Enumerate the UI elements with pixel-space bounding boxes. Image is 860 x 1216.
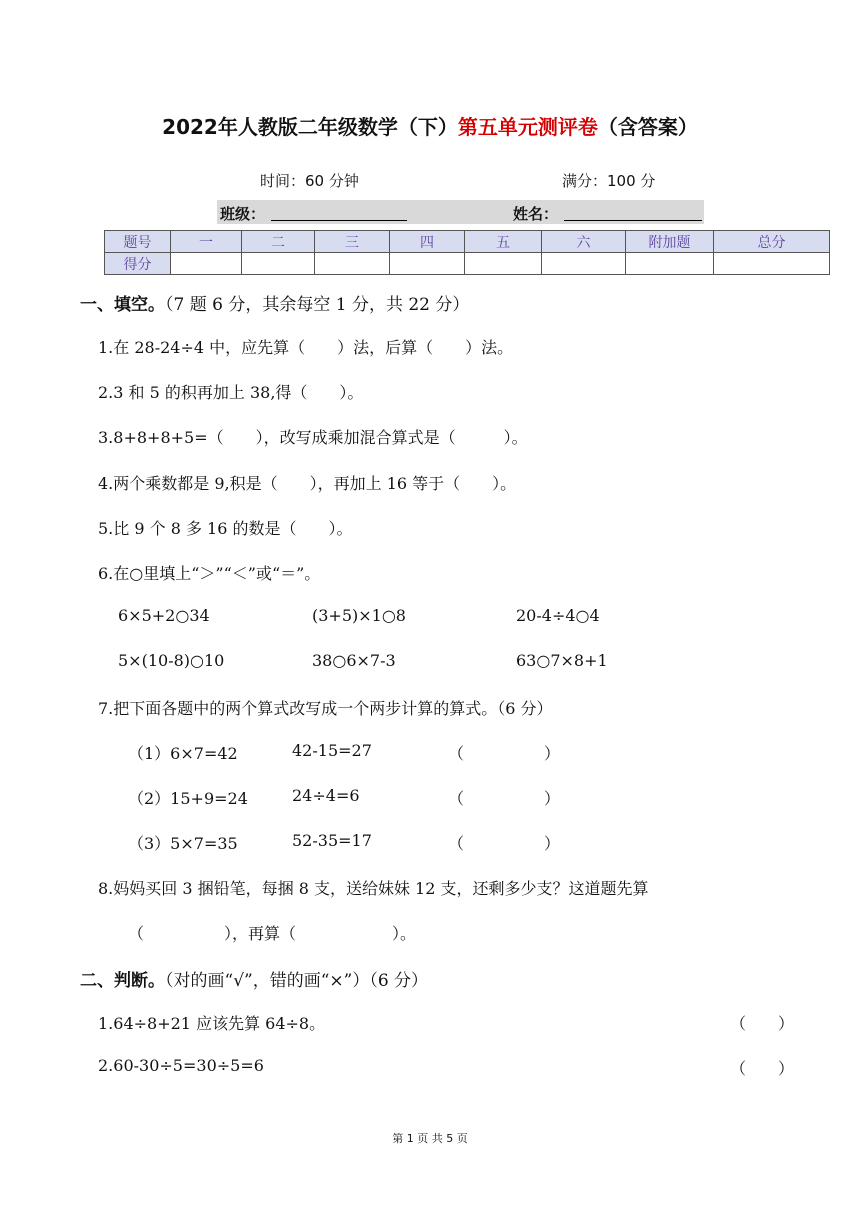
- header-cell: 六: [542, 231, 626, 253]
- score-cell[interactable]: [315, 253, 390, 275]
- score-cell[interactable]: [242, 253, 315, 275]
- section-2-heading: [80, 966, 428, 991]
- header-cell: 总分: [714, 231, 830, 253]
- score-cell[interactable]: [465, 253, 542, 275]
- rewrite-second-equation: 24÷4=6: [292, 786, 360, 805]
- question-1-5: 5.比 9 个 8 多 16 的数是（ ）。: [98, 519, 353, 538]
- question-1-4: 4.两个乘数都是 9,积是（ ），再加上 16 等于（ ）。: [98, 474, 517, 493]
- section-2-title: 二、判断。: [80, 971, 165, 991]
- page-footer: 第 1 页 共 5 页: [392, 1132, 468, 1145]
- compare-item: 63○7×8+1: [516, 651, 608, 670]
- name-blank[interactable]: [564, 220, 702, 221]
- question-1-3: 3.8+8+8+5=（ ），改写成乘加混合算式是（ ）。: [98, 428, 528, 447]
- header-cell: 题号: [105, 231, 171, 253]
- judge-question-1: 1.64÷8+21 应该先算 64÷8。: [98, 1014, 326, 1033]
- time-label: 时间：60 分钟: [260, 172, 359, 190]
- title-suffix: （含答案）: [597, 115, 698, 139]
- header-cell: 附加题: [626, 231, 714, 253]
- class-label: 班级：: [220, 205, 266, 223]
- rewrite-first-equation: （3）5×7=35: [128, 834, 238, 853]
- rewrite-answer-blank[interactable]: （ ）: [448, 744, 561, 763]
- full-score-label: 满分：100 分: [562, 172, 656, 190]
- section-1-note: （7 题 6 分，其余每空 1 分，共 22 分）: [165, 295, 470, 315]
- page-title: [0, 111, 860, 140]
- judge-question-2: 2.60-30÷5=30÷5=6: [98, 1056, 264, 1075]
- header-cell: 三: [315, 231, 390, 253]
- name-label: 姓名：: [513, 205, 559, 223]
- score-table: [104, 230, 830, 275]
- header-cell: 二: [242, 231, 315, 253]
- header-cell: 一: [171, 231, 242, 253]
- question-1-8-continued: （ ），再算（ ）。: [128, 924, 417, 943]
- rewrite-first-equation: （2）15+9=24: [128, 789, 248, 808]
- rewrite-first-equation: （1）6×7=42: [128, 744, 238, 763]
- header-cell: 五: [465, 231, 542, 253]
- score-cell[interactable]: [626, 253, 714, 275]
- compare-item: 20-4÷4○4: [516, 606, 600, 625]
- section-2-note: （对的画“√”，错的画“×”）（6 分）: [165, 971, 429, 991]
- title-main: 2022年人教版二年级数学（下）: [162, 115, 458, 139]
- compare-item: 38○6×7-3: [312, 651, 396, 670]
- section-1-title: 一、填空。: [80, 295, 165, 315]
- header-cell: 四: [390, 231, 465, 253]
- student-info-band: [217, 200, 704, 224]
- score-cell[interactable]: [542, 253, 626, 275]
- question-1-7: 7.把下面各题中的两个算式改写成一个两步计算的算式。（6 分）: [98, 699, 553, 718]
- rewrite-second-equation: 52-35=17: [292, 831, 372, 850]
- score-cell[interactable]: [714, 253, 830, 275]
- question-1-6: 6.在○里填上“＞”“＜”或“＝”。: [98, 564, 321, 583]
- compare-item: (3+5)×1○8: [312, 606, 406, 625]
- rewrite-second-equation: 42-15=27: [292, 741, 372, 760]
- rewrite-answer-blank[interactable]: （ ）: [448, 834, 561, 853]
- section-1-heading: [80, 290, 469, 315]
- question-1-1: 1.在 28-24÷4 中，应先算（ ）法，后算（ ）法。: [98, 338, 514, 357]
- judge-answer-blank[interactable]: （ ）: [730, 1014, 795, 1033]
- class-blank[interactable]: [271, 220, 407, 221]
- compare-item: 6×5+2○34: [118, 606, 210, 625]
- compare-item: 5×(10-8)○10: [118, 651, 225, 670]
- question-1-2: 2.3 和 5 的积再加上 38,得（ ）。: [98, 383, 364, 402]
- title-unit: 第五单元测评卷: [457, 115, 598, 139]
- rewrite-answer-blank[interactable]: （ ）: [448, 789, 561, 808]
- row-label-cell: 得分: [105, 253, 171, 275]
- score-table-row: [105, 253, 830, 275]
- score-cell[interactable]: [171, 253, 242, 275]
- judge-answer-blank[interactable]: （ ）: [730, 1059, 795, 1078]
- score-cell[interactable]: [390, 253, 465, 275]
- score-table-header: [105, 231, 830, 253]
- question-1-8: 8.妈妈买回 3 捆铅笔，每捆 8 支，送给妹妹 12 支，还剩多少支？这道题先算: [98, 879, 649, 898]
